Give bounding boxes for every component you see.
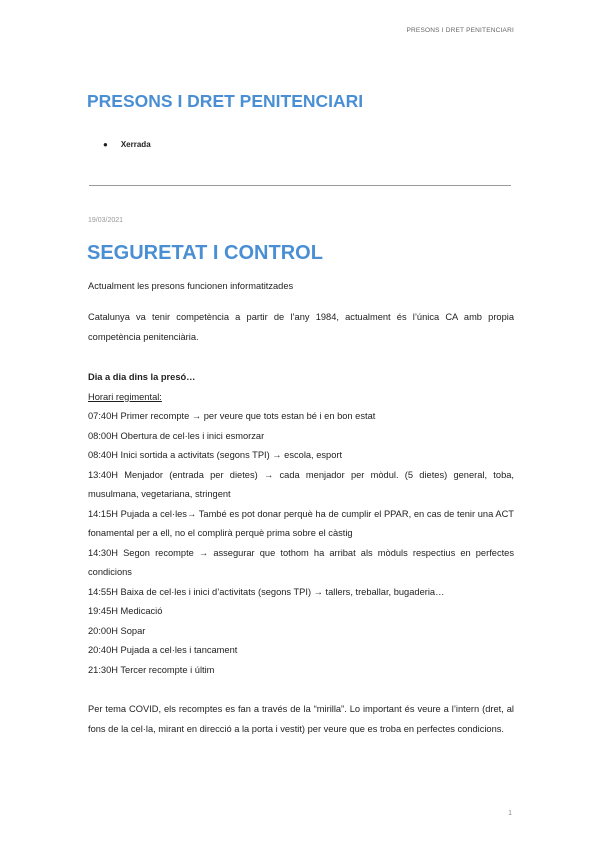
schedule-item: 07:40H Primer recompte → per veure que tots estan bé i en bon estat <box>88 411 376 421</box>
list-item: Xerrada <box>120 140 151 149</box>
bullet-list <box>103 140 151 149</box>
schedule-item: 14:15H Pujada a cel·les→ També es pot donar perquè ha de cumplir el PPAR, en cas de tenir una ACT fonamental per a ell, no el complirà perquè prima sobre el càstig <box>88 508 514 538</box>
section-title: SEGURETAT I CONTROL <box>87 242 323 264</box>
schedule-item: 14:55H Baixa de cel·les i inici d’activitats (segons TPI) → tallers, treballar, bugaderia… <box>88 586 445 597</box>
schedule-item: 20:40H Pujada a cel·les i tancament <box>88 645 238 655</box>
schedule-item: 14:30H Segon recompte → assegurar que tothom ha arribat als mòduls respectius en perfectes condicions <box>88 547 514 577</box>
schedule-item: 08:00H Obertura de cel·les i inici esmorzar <box>88 430 265 441</box>
schedule-item: 20:00H Sopar <box>88 625 146 636</box>
document-date: 19/03/2021 <box>88 217 124 224</box>
schedule-item: 19:45H Medicació <box>88 606 163 616</box>
intro-paragraph: Actualment les presons funcionen informatitzades <box>88 281 294 291</box>
schedule-item: 21:30H Tercer recompte i últim <box>88 664 215 675</box>
bullet-dot-icon: ● <box>103 140 108 149</box>
covid-paragraph: Per tema COVID, els recomptes es fan a través de la “mirilla”. Lo important és veure a l’intern (dret, al fons de la cel·la, mirant en direcció a la porta i vestit) per veure que es troba en perfectes condicions. <box>88 704 514 734</box>
document-title: PRESONS I DRET PENITENCIARI <box>87 91 364 111</box>
schedule-item: 13:40H Menjador (entrada per dietes) → cada menjador per mòdul. (5 dietes) general, toba, musulmana, vegetariana, stringent <box>88 469 514 499</box>
running-header: PRESONS I DRET PENITENCIARI <box>406 27 514 34</box>
schedule-item: 08:40H Inici sortida a activitats (segons TPI) → escola, esport <box>88 450 343 460</box>
horizontal-divider <box>89 185 511 186</box>
schedule-block <box>88 368 514 680</box>
schedule-heading: Horari regimental: <box>88 391 162 402</box>
day-heading: Dia a dia dins la presó… <box>88 372 196 382</box>
page-number: 1 <box>508 810 512 817</box>
competence-paragraph: Catalunya va tenir competència a partir de l’any 1984, actualment és l’única CA amb propia competència penitenciària. <box>88 312 514 342</box>
